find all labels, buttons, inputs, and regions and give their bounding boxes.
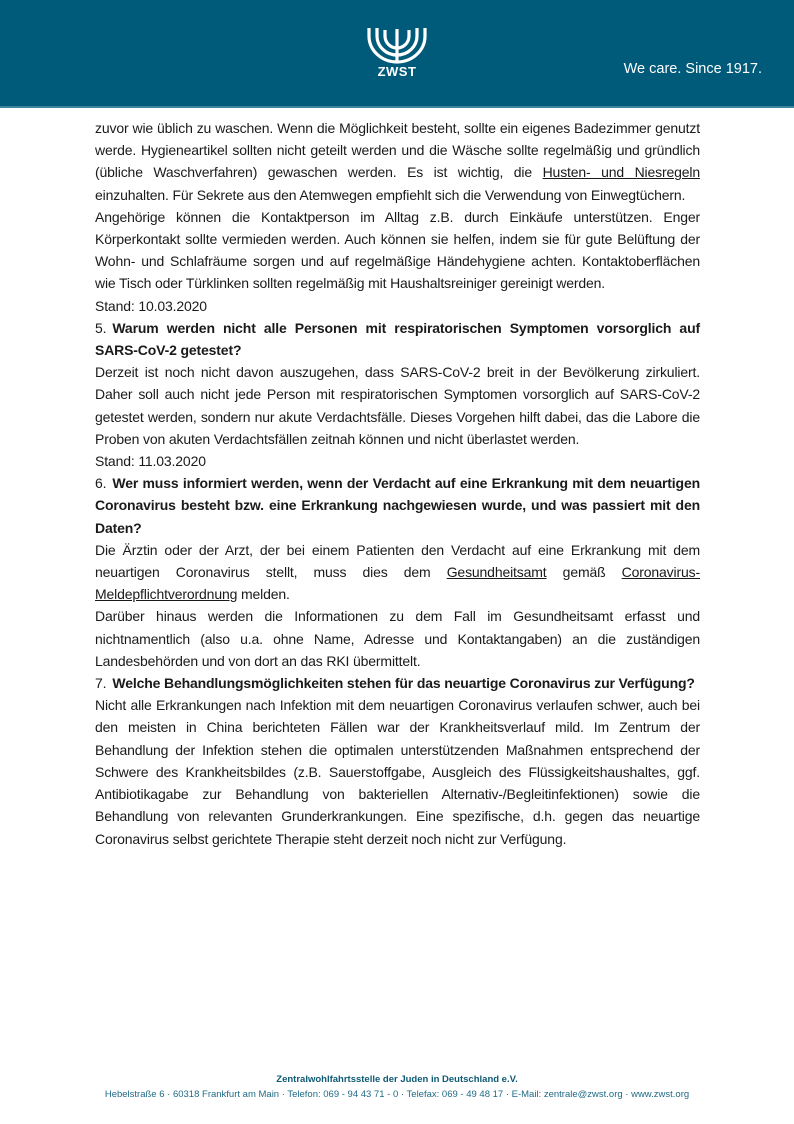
link-husten-niesregeln[interactable]: Husten- und Niesregeln — [542, 164, 700, 181]
question-heading-5 — [95, 317, 700, 361]
stand-date: Stand: 10.03.2020 — [95, 297, 207, 314]
question-heading-7 — [95, 672, 700, 694]
paragraph-text: gemäß — [546, 564, 622, 581]
paragraph — [95, 117, 700, 206]
tagline: We care. Since 1917. — [623, 61, 762, 77]
question-number: 5. — [95, 319, 107, 336]
question-number: 7. — [95, 675, 107, 692]
document-body — [95, 117, 700, 850]
paragraph-text: Die Ärztin oder der Arzt, der bei einem Patienten den Verdacht auf eine Erkrankung mit dem neuartigen Coronavirus stellt, muss dies dem — [95, 541, 700, 581]
question-number: 6. — [95, 475, 107, 492]
question-heading-6 — [95, 472, 700, 539]
logo-text: ZWST — [377, 64, 417, 79]
paragraph-text: einzuhalten. Für Sekrete aus den Atemwegen empfiehlt sich die Verwendung von Einwegtüchern. — [95, 186, 686, 203]
paragraph-text: zuvor wie üblich zu waschen. Wenn die Möglichkeit besteht, sollte ein eigenes Badezimmer genutzt werde. Hygieneartikel sollten nicht geteilt werden und die Wäsche sollte regelmäßig und gründlich (übliche Waschverfahren) gewaschen werden. Es ist wichtig, die — [95, 120, 700, 181]
page-footer — [0, 1072, 794, 1102]
answer-paragraph: Nicht alle Erkrankungen nach Infektion mit dem neuartigen Coronavirus verlaufen schwer, auch bei den meisten in China berichteten Fällen war der Krankheitsverlauf mild. Im Zentrum der Behandlung der Infektion stehen die optimalen unterstützenden Maßnahmen entsprechend der Schwere des Krankheitsbildes (z.B. Sauerstoffgabe, Ausgleich des Flüssigkeitshaushaltes, ggf. Antibiotikagabe zur Behandlung von bakteriellen Alternativ-/Begleitinfektionen) sowie die Behandlung von relevanten Grunderkrankungen. Eine spezifische, d.h. gegen das neuartige Coronavirus selbst gerichtete Therapie steht derzeit noch nicht zur Verfügung. — [95, 697, 700, 847]
menorah-icon — [365, 26, 429, 66]
question-title: Wer muss informiert werden, wenn der Verdacht auf eine Erkrankung mit dem neuartigen Coronavirus besteht bzw. eine Erkrankung nachgewiesen wurde, und was passiert mit den Daten? — [95, 475, 700, 536]
footer-organization: Zentralwohlfahrtsstelle der Juden in Deutschland e.V. — [276, 1074, 518, 1085]
page-header — [0, 0, 794, 108]
link-gesundheitsamt[interactable]: Gesundheitsamt — [446, 564, 547, 581]
zwst-logo — [365, 26, 429, 82]
answer-paragraph — [95, 539, 700, 606]
answer-paragraph: Derzeit ist noch nicht davon auszugehen, dass SARS-CoV-2 breit in der Bevölkerung zirkuliert. Daher soll auch nicht jede Person mit respiratorischen Symptomen vorsorglich auf SARS-CoV-2 getestet werden, sondern nur akute Verdachtsfälle. Dieses Vorgehen hilft dabei, das die Labore die Proben von akuten Verdachtsfällen zeitnah können und nicht überlastet werden. — [95, 364, 700, 447]
link-meldepflichtverordnung[interactable]: Coronavirus-Meldepflichtverordnung — [95, 564, 700, 603]
paragraph-text: melden. — [237, 586, 290, 603]
question-title: Welche Behandlungsmöglichkeiten stehen für das neuartige Coronavirus zur Verfügung? — [112, 675, 695, 692]
paragraph: Angehörige können die Kontaktperson im Alltag z.B. durch Einkäufe unterstützen. Enger Körperkontakt sollte vermieden werden. Auch können sie helfen, indem sie für gute Belüftung der Wohn- und Schlafräume sorgen und auf regelmäßige Händehygiene achten. Kontaktoberflächen wie Tisch oder Türklinken sollten regelmäßig mit Haushaltsreiniger gereinigt werden. — [95, 208, 700, 292]
stand-date: Stand: 11.03.2020 — [95, 453, 206, 470]
question-title: Warum werden nicht alle Personen mit respiratorischen Symptomen vorsorglich auf SARS-CoV-2 getestet? — [95, 319, 700, 359]
footer-address: Hebelstraße 6 · 60318 Frankfurt am Main · Telefon: 069 - 94 43 71 - 0 · Telefax: 069 - 49 48 17 · E-Mail: zentrale@zwst.org · www.zwst.org — [104, 1089, 690, 1100]
answer-paragraph: Darüber hinaus werden die Informationen zu dem Fall im Gesundheitsamt erfasst und nichtnamentlich (also u.a. ohne Name, Adresse und Kontaktangaben) an die zuständigen Landesbehörden und von dort an das RKI übermittelt. — [95, 608, 700, 669]
